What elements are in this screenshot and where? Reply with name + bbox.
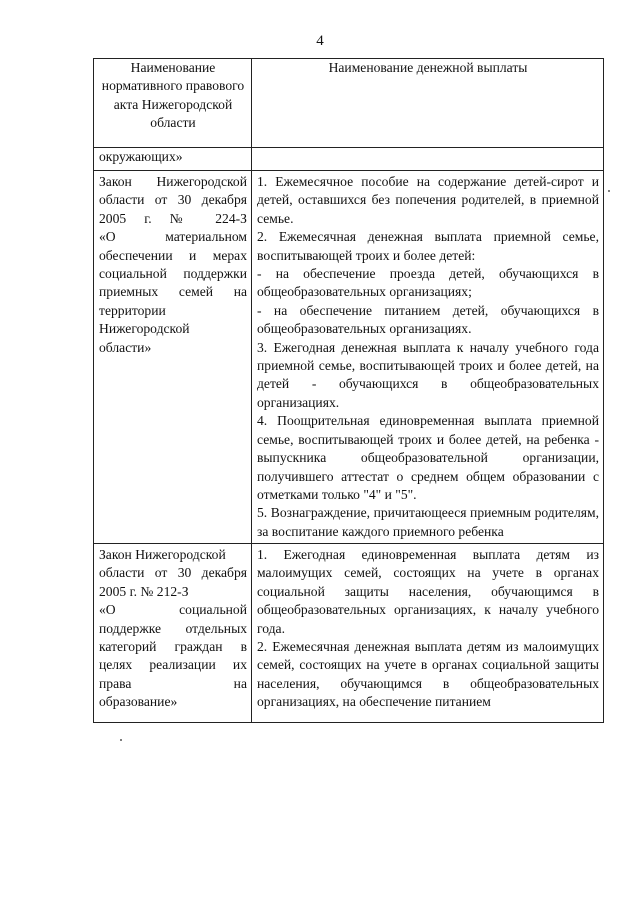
payment-item: 5. Вознаграждение, причитающееся приемным родителям, за воспитание каждого приемного ребенка <box>257 505 599 539</box>
payment-item: 3. Ежегодная денежная выплата к началу учебного года приемной семье, воспитывающей троих и более детей, на детей - обучающихся в общеобразовательных организациях. <box>257 339 599 410</box>
legal-act-line: 2005 г. № 212-З <box>99 583 189 599</box>
payment-item: 1. Ежегодная единовременная выплата детям из малоимущих семей, состоящих на учете в органах социальной защиты населения, обучающимся в общеобразовательных организациях, к началу учебного года. <box>257 547 599 636</box>
header-payment-name: Наименование денежной выплаты <box>252 59 604 148</box>
legal-act-line: категорий граждан в <box>99 639 247 655</box>
scan-speck <box>608 190 610 192</box>
payment-cell <box>252 171 604 544</box>
legal-act-cell <box>94 544 252 723</box>
legal-act-line: права на <box>99 675 247 691</box>
legal-act-line: области от 30 декабря <box>99 565 247 581</box>
table-row <box>94 544 604 723</box>
legal-act-line: области от 30 декабря <box>99 192 247 208</box>
legal-act-line: социальной поддержки <box>99 266 247 282</box>
legal-act-line: области» <box>99 339 152 355</box>
legal-act-line: 2005 г. № 224-З <box>99 210 247 226</box>
legal-act-line: «О материальном <box>99 229 247 245</box>
legal-act-line: обеспечении и мерах <box>99 247 247 263</box>
payment-item: 2. Ежемесячная денежная выплата приемной семье, воспитывающей троих и более детей: <box>257 229 599 263</box>
payment-cell <box>252 544 604 723</box>
legal-act-line: приемных семей на <box>99 284 247 300</box>
legal-act-line: «О социальной <box>99 602 247 618</box>
legal-act-line: целях реализации их <box>99 657 247 673</box>
scan-speck <box>120 739 122 741</box>
payment-item: - на обеспечение питанием детей, обучающихся в общеобразовательных организациях. <box>257 302 599 337</box>
payment-item: 1. Ежемесячное пособие на содержание детей-сирот и детей, оставшихся без попечения родителей, в приемной семье. <box>257 174 599 226</box>
table-row-continuation <box>94 148 604 171</box>
header-legal-act: Наименование нормативного правового акта Нижегородской области <box>94 59 252 148</box>
table-row <box>94 171 604 544</box>
payments-table <box>93 58 604 723</box>
page-number: 4 <box>316 33 324 49</box>
legal-act-line: поддержке отдельных <box>99 620 247 636</box>
legal-act-cell <box>94 171 252 544</box>
continuation-legal-act: окружающих» <box>94 148 252 171</box>
legal-act-line: образование» <box>99 694 178 710</box>
continuation-payment <box>252 148 604 171</box>
legal-act-line: Закон Нижегородской <box>99 547 226 562</box>
legal-act-line: территории <box>99 302 166 318</box>
legal-act-line: Закон Нижегородской <box>99 174 247 189</box>
payment-item: 2. Ежемесячная денежная выплата детям из малоимущих семей, состоящих на учете в органах социальной защиты населения, обучающимся в общеобразовательных организациях, на обеспечение питанием <box>257 639 599 710</box>
payment-item: 4. Поощрительная единовременная выплата приемной семье, воспитывающей троих и более детей, на ребенка - выпускника общеобразовательной организации, получившего аттестат о среднем общем образовании с отметками только "4" и "5". <box>257 413 599 502</box>
payment-item: - на обеспечение проезда детей, обучающихся в общеобразовательных организациях; <box>257 266 599 300</box>
table-header-row <box>94 59 604 148</box>
legal-act-line: Нижегородской <box>99 321 190 337</box>
